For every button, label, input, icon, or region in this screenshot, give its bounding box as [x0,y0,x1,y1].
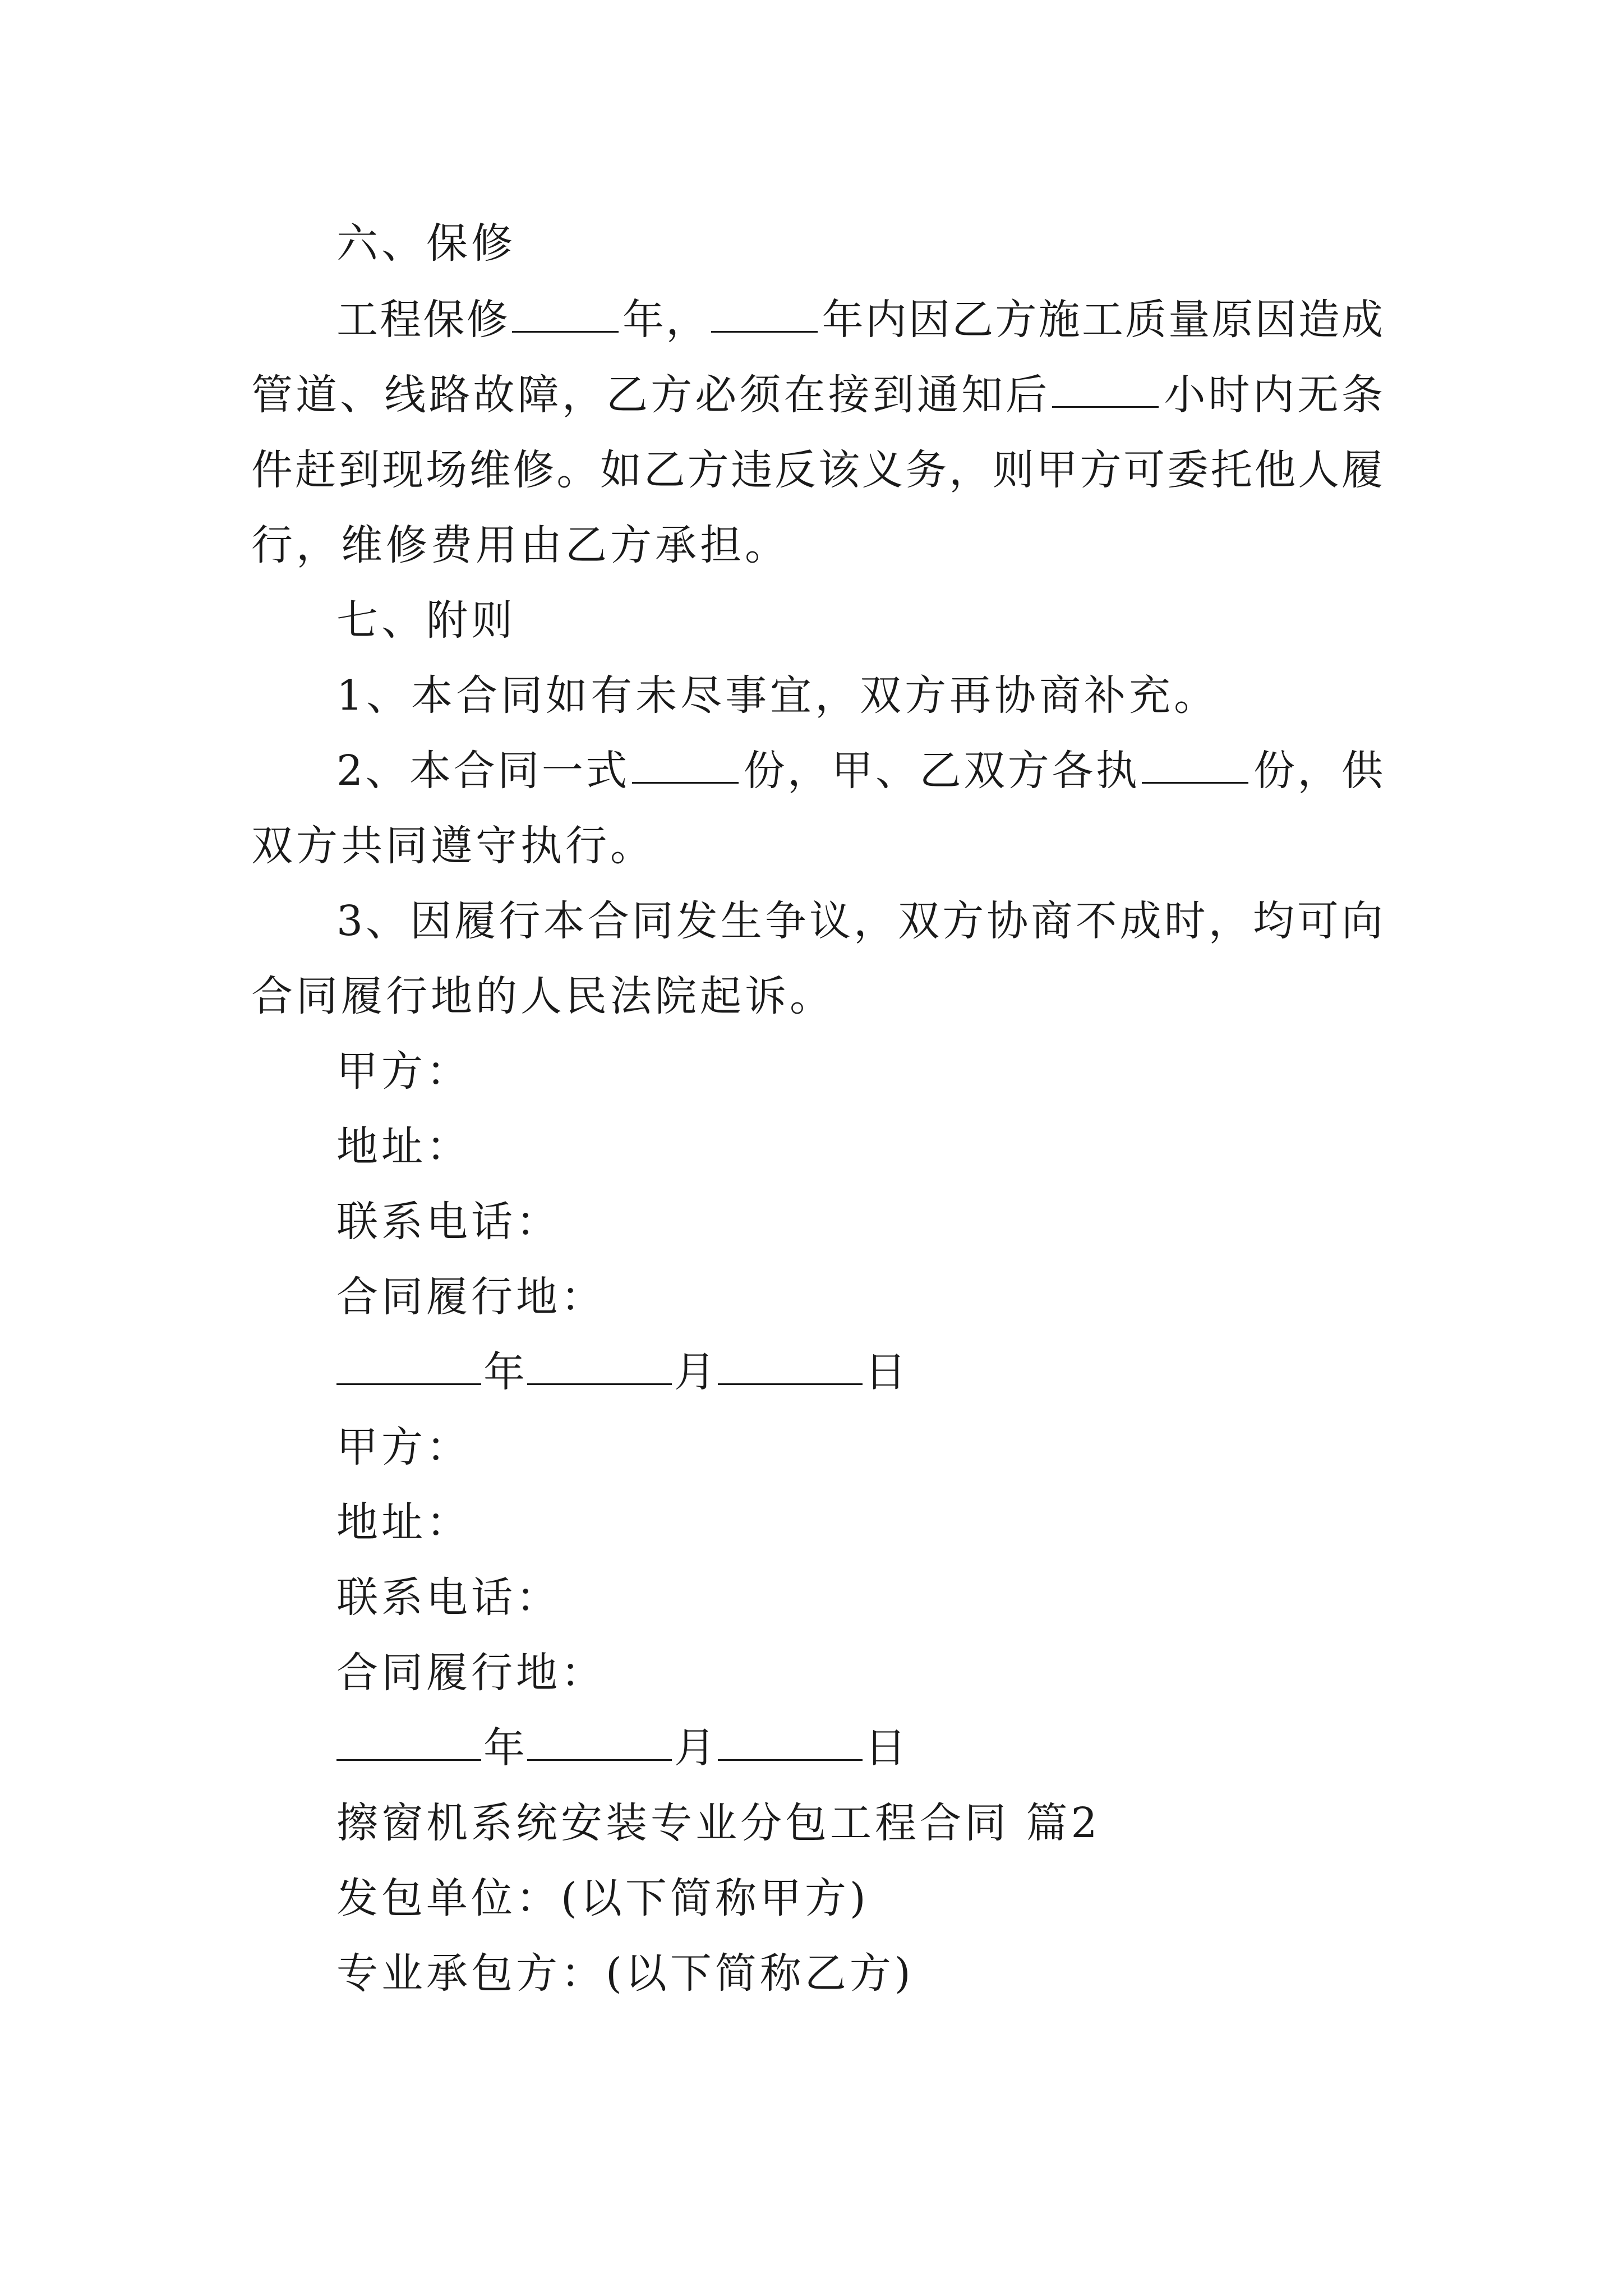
signature-2-month-blank[interactable] [527,1720,672,1761]
signature-1-date: 年 月 日 [336,1344,906,1400]
next-contract-title: 擦窗机系统安装专业分包工程合同 篇2 [336,1799,1101,1847]
signature-2-day-blank[interactable] [718,1720,863,1761]
signature-1-party: 甲方： [336,1047,471,1096]
signature-1-place: 合同履行地： [336,1273,606,1321]
signature-1-day-blank[interactable] [718,1344,863,1385]
supplementary-item-3-line-2: 合同履行地的人民法院起诉。 [251,972,834,1020]
signature-1-month-blank[interactable] [527,1344,672,1385]
signature-2-party: 甲方： [336,1423,471,1471]
supplementary-item-2-line-2: 双方共同遵守执行。 [251,822,655,870]
warranty-period-blank[interactable] [711,292,818,333]
supplementary-item-2-line-1: 2、本合同一式 份，甲、乙双方各执 份，供 [336,743,1383,799]
signature-2-place: 合同履行地： [336,1649,606,1697]
warranty-years-blank[interactable] [512,292,619,333]
signature-1-address: 地址： [336,1122,471,1171]
warranty-paragraph-line-3: 件赶到现场维修。如乙方违反该义务，则甲方可委托他人履 [251,446,1383,494]
supplementary-item-1: 1、本合同如有未尽事宜，双方再协商补充。 [336,671,1219,720]
signature-2-date: 年 月 日 [336,1720,906,1776]
response-hours-blank[interactable] [1052,367,1159,408]
warranty-paragraph-line-4: 行，维修费用由乙方承担。 [251,521,790,569]
copies-each-blank[interactable] [1142,743,1248,784]
section-heading-warranty: 六、保修 [336,219,516,268]
next-contract-contractor: 专业承包方：(以下简称乙方) [336,1949,914,1998]
signature-1-phone: 联系电话： [336,1198,561,1246]
copies-total-blank[interactable] [632,743,739,784]
signature-2-address: 地址： [336,1498,471,1547]
signature-2-year-blank[interactable] [336,1720,481,1761]
document-page [251,0,1383,2296]
section-heading-supplementary: 七、附则 [336,596,516,645]
warranty-paragraph-line-1: 工程保修 年， 年内因乙方施工质量原因造成 [336,292,1383,348]
signature-1-year-blank[interactable] [336,1344,481,1385]
warranty-paragraph-line-2: 管道、线路故障，乙方必须在接到通知后 小时内无条 [251,367,1383,423]
signature-2-phone: 联系电话： [336,1573,561,1622]
next-contract-issuer: 发包单位：(以下简称甲方) [336,1874,869,1922]
supplementary-item-3-line-1: 3、因履行本合同发生争议，双方协商不成时，均可向 [336,897,1383,945]
